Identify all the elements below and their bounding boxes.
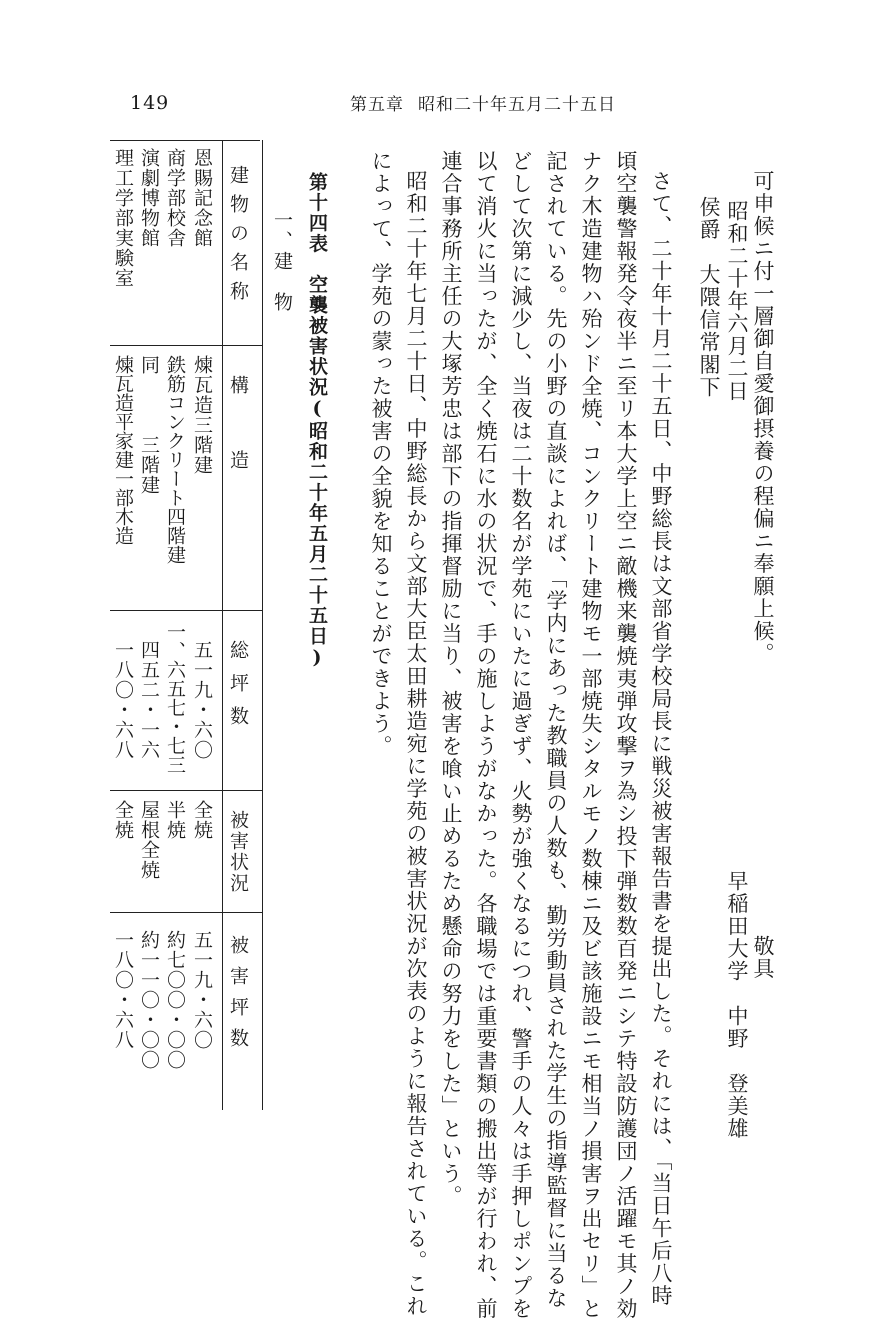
header-building-name: 建物の名称 xyxy=(227,165,249,310)
table-col-divider xyxy=(110,345,262,346)
body-column: ナク木造建物ハ殆ンド全焼、コンクリート建物モ一部焼失シタルモノ数棟ニ及ビ該施設ニモ相当ノ損害ヲ出セリ」と xyxy=(579,150,603,1320)
table-cell-area: 一八〇・六八 xyxy=(112,640,134,760)
letter-closing-line: 可申候ニ付一層御自愛御摂養の程偏ニ奉願上候。 xyxy=(751,170,775,665)
table-col-divider xyxy=(110,610,262,611)
table-cell-damage-area: 約七〇〇・〇〇 xyxy=(164,930,186,1070)
table-col-divider xyxy=(110,912,262,913)
table-cell-structure: 煉瓦造平家建一部木造 xyxy=(112,355,134,545)
table-cell-area: 五一九・六〇 xyxy=(191,640,213,760)
chapter-title: 昭和二十年五月二十五日 xyxy=(418,95,616,115)
table-cell-damage-area: 約一一〇・〇〇 xyxy=(138,930,160,1070)
table-col-divider xyxy=(110,790,262,791)
table-caption: 第十四表 空襲被害状況(昭和二十年五月二十五日) xyxy=(306,172,328,670)
table-cell-area: 四五二・一六 xyxy=(138,640,160,760)
table-cell-damage-area: 五一九・六〇 xyxy=(191,930,213,1050)
body-column: どして次第に減少し、当夜は二十数名が学苑にいたに過ぎず、火勢が強くなるにつれ、警手の人々は手押しポンプを xyxy=(509,150,533,1320)
table-cell-name: 理工学部実験室 xyxy=(112,148,134,288)
header-total-area: 総坪数 xyxy=(227,640,249,739)
body-column: 頃空襲警報発令夜半ニ至リ本大学上空ニ敵機来襲焼夷弾攻撃ヲ為シ投下弾数数百発ニシテ特設防護団ノ活躍モ其ノ効 xyxy=(614,150,638,1320)
letter-signature: 早稲田大学 中野 登美雄 xyxy=(725,870,749,1140)
header-damage-status: 被害状況 xyxy=(227,810,249,894)
table-cell-name: 恩賜記念館 xyxy=(191,148,213,248)
table-cell-name: 演劇博物館 xyxy=(138,148,160,248)
table-cell-status: 半焼 xyxy=(164,800,186,840)
body-column: によって、学苑の蒙った被害の全貌を知ることができよう。 xyxy=(369,150,393,758)
chapter-label: 第五章 xyxy=(350,95,404,115)
body-column: 連合事務所主任の大塚芳忠は部下の指揮督励に当り、被害を喰い止めるため懸命の努力をした」という。 xyxy=(439,150,463,1208)
page-number: 149 xyxy=(130,92,170,114)
running-header xyxy=(350,90,616,115)
table-header-divider xyxy=(222,140,223,1110)
table-cell-structure: 鉄筋コンクリート四階建 xyxy=(164,355,186,564)
table-section-label: 一、建 物 xyxy=(271,210,293,313)
table-top-rule xyxy=(110,140,260,141)
table-cell-status: 屋根全焼 xyxy=(138,800,160,880)
body-column: 記されている。先の小野の直談によれば、「学内にあった教職員の人数も、勤労動員された学生の指導監督に当るな xyxy=(544,150,568,1310)
table-cell-damage-area: 一八〇・六八 xyxy=(112,930,134,1050)
table-cell-structure: 同 三階建 xyxy=(138,355,160,495)
body-column: 昭和二十年七月二十日、中野総長から文部大臣太田耕造宛に学苑の被害状況が次表のように報告されている。これ xyxy=(404,170,428,1318)
table-cell-status: 全焼 xyxy=(112,800,134,840)
header-damage-area: 被害坪数 xyxy=(227,935,249,1059)
table-cell-area: 一、六五七・七三 xyxy=(164,622,186,774)
letter-date: 昭和二十年六月二日 xyxy=(725,200,749,403)
body-column: 以て消火に当ったが、全く焼石に水の状況で、手の施しようがなかった。各職場では重要書類の搬出等が行われ、前 xyxy=(474,150,498,1320)
table-cell-name: 商学部校舎 xyxy=(164,148,186,248)
letter-addressee: 侯爵 大隈信常閣下 xyxy=(697,196,721,399)
header-structure: 構 造 xyxy=(227,375,249,475)
table-cell-status: 全焼 xyxy=(191,800,213,840)
letter-sign-off: 敬具 xyxy=(751,935,775,980)
table-right-border xyxy=(262,140,263,1110)
table-cell-structure: 煉瓦造三階建 xyxy=(191,355,213,475)
body-column: さて、二十年十月二十五日、中野総長は文部省学校局長に戦災被害報告書を提出した。それには、「当日午后八時 xyxy=(649,170,673,1307)
